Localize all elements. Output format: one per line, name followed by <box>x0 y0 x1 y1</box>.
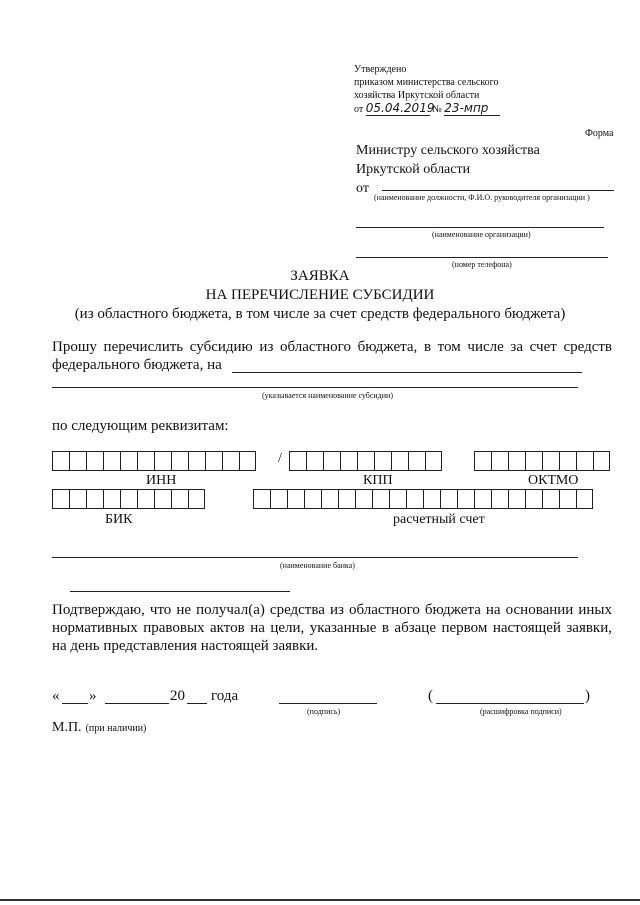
digit-cell[interactable] <box>188 451 205 471</box>
digit-cell[interactable] <box>171 451 188 471</box>
digit-cell[interactable] <box>86 451 103 471</box>
digit-cell[interactable] <box>137 451 154 471</box>
bik-grid[interactable] <box>52 489 205 509</box>
requisites-intro: по следующим реквизитам: <box>52 418 229 434</box>
digit-cell[interactable] <box>508 451 525 471</box>
addressee-caption-org: (наименование организации) <box>432 230 531 239</box>
confirmation-top-line <box>70 591 290 592</box>
bank-caption: (наименование банка) <box>280 561 355 570</box>
digit-cell[interactable] <box>154 451 171 471</box>
digit-cell[interactable] <box>289 451 306 471</box>
digit-cell[interactable] <box>52 489 69 509</box>
digit-cell[interactable] <box>154 489 171 509</box>
stamp-note: (при наличии) <box>85 723 147 734</box>
date-quote-close: » <box>89 688 97 704</box>
account-grid[interactable] <box>253 489 593 509</box>
digit-cell[interactable] <box>103 489 120 509</box>
approval-num-value: 23-мпр <box>444 102 500 116</box>
digit-cell[interactable] <box>340 451 357 471</box>
addressee-org-line <box>356 227 604 228</box>
digit-cell[interactable] <box>304 489 321 509</box>
stamp-label: М.П. <box>52 720 82 735</box>
bank-name-line <box>52 557 578 558</box>
digit-cell[interactable] <box>52 451 69 471</box>
digit-cell[interactable] <box>103 451 120 471</box>
confirmation-line-2: нормативных правовых актов на цели, указанные в абзаце первом настоящей заявки, <box>52 620 612 636</box>
decode-caption: (расшифровка подписи) <box>480 707 562 716</box>
digit-cell[interactable] <box>270 489 287 509</box>
signature-line[interactable] <box>279 703 377 704</box>
digit-cell[interactable] <box>287 489 304 509</box>
document-title <box>0 267 640 324</box>
addressee-from: от <box>356 181 369 196</box>
digit-cell[interactable] <box>120 489 137 509</box>
digit-cell[interactable] <box>423 489 440 509</box>
digit-cell[interactable] <box>253 489 270 509</box>
digit-cell[interactable] <box>508 489 525 509</box>
request-caption-subsidy: (указывается наименование субсидии) <box>262 391 393 400</box>
approval-date-line <box>354 102 500 116</box>
decode-paren-close: ) <box>585 688 590 704</box>
request-line-1: Прошу перечислить субсидию из областного бюджета, в том числе за счет средств <box>52 339 612 355</box>
addressee-position-line <box>382 190 614 191</box>
digit-cell[interactable] <box>408 451 425 471</box>
digit-cell[interactable] <box>86 489 103 509</box>
date-year-prefix: 20 <box>170 688 185 704</box>
digit-cell[interactable] <box>391 451 408 471</box>
request-subsidy-line-1 <box>232 372 582 373</box>
digit-cell[interactable] <box>389 489 406 509</box>
digit-cell[interactable] <box>474 489 491 509</box>
inn-grid[interactable] <box>52 451 256 471</box>
title-line-1: ЗАЯВКА <box>290 268 350 284</box>
request-subsidy-line-2 <box>52 387 578 388</box>
oktmo-grid[interactable] <box>474 451 610 471</box>
digit-cell[interactable] <box>559 451 576 471</box>
approval-num-prefix: № <box>432 104 442 115</box>
digit-cell[interactable] <box>323 451 340 471</box>
digit-cell[interactable] <box>69 489 86 509</box>
digit-cell[interactable] <box>525 451 542 471</box>
digit-cell[interactable] <box>222 451 239 471</box>
approval-block <box>354 63 500 116</box>
digit-cell[interactable] <box>576 489 593 509</box>
digit-cell[interactable] <box>374 451 391 471</box>
date-month-line[interactable] <box>105 703 169 704</box>
page-bottom-edge <box>0 899 640 901</box>
confirmation-line-3: на день представления настоящей заявки. <box>52 638 319 654</box>
date-year-line[interactable] <box>187 703 207 704</box>
digit-cell[interactable] <box>120 451 137 471</box>
digit-cell[interactable] <box>542 451 559 471</box>
digit-cell[interactable] <box>593 451 610 471</box>
digit-cell[interactable] <box>188 489 205 509</box>
addressee-line-1: Министру сельского хозяйства <box>356 143 540 158</box>
request-line-2: федерального бюджета, на <box>52 357 222 373</box>
title-line-2: НА ПЕРЕЧИСЛЕНИЕ СУБСИДИИ <box>205 287 435 303</box>
addressee-phone-line <box>356 257 608 258</box>
digit-cell[interactable] <box>357 451 374 471</box>
stamp-block <box>52 718 146 736</box>
digit-cell[interactable] <box>440 489 457 509</box>
digit-cell[interactable] <box>171 489 188 509</box>
decode-paren-open: ( <box>428 688 433 704</box>
digit-cell[interactable] <box>576 451 593 471</box>
digit-cell[interactable] <box>457 489 474 509</box>
account-label: расчетный счет <box>393 512 485 527</box>
addressee-caption-position: (наименование должности, Ф.И.О. руководителя организации ) <box>374 193 590 202</box>
kpp-label: КПП <box>363 473 393 488</box>
digit-cell[interactable] <box>406 489 423 509</box>
date-year-suffix: года <box>211 688 239 704</box>
digit-cell[interactable] <box>137 489 154 509</box>
digit-cell[interactable] <box>474 451 491 471</box>
digit-cell[interactable] <box>355 489 372 509</box>
date-quote-open: « <box>52 688 60 704</box>
digit-cell[interactable] <box>542 489 559 509</box>
confirmation-line-1: Подтверждаю, что не получал(а) средства из областного бюджета на основании иных <box>52 602 612 618</box>
digit-cell[interactable] <box>205 451 222 471</box>
digit-cell[interactable] <box>69 451 86 471</box>
decode-line[interactable] <box>436 703 584 704</box>
approval-line-3: хозяйства Иркутской области <box>354 90 480 101</box>
digit-cell[interactable] <box>321 489 338 509</box>
digit-cell[interactable] <box>425 451 442 471</box>
date-day-line[interactable] <box>62 703 88 704</box>
digit-cell[interactable] <box>372 489 389 509</box>
digit-cell[interactable] <box>525 489 542 509</box>
digit-cell[interactable] <box>239 451 256 471</box>
oktmo-label: ОКТМО <box>528 473 579 488</box>
approval-line-1: Утверждено <box>354 64 407 75</box>
digit-cell[interactable] <box>491 489 508 509</box>
title-line-3: (из областного бюджета, в том числе за счет средств федерального бюджета) <box>74 306 566 322</box>
approval-line-2: приказом министерства сельского <box>354 77 499 88</box>
inn-label: ИНН <box>146 473 177 488</box>
digit-cell[interactable] <box>559 489 576 509</box>
form-label: Форма <box>585 128 614 139</box>
digit-cell[interactable] <box>491 451 508 471</box>
signature-caption: (подпись) <box>307 707 341 716</box>
addressee-line-2: Иркутской области <box>356 162 471 177</box>
approval-date-value: 05.04.2019 <box>365 101 435 115</box>
request-paragraph <box>52 338 612 374</box>
approval-date-prefix: от <box>354 104 364 115</box>
inn-kpp-slash: / <box>278 451 282 466</box>
digit-cell[interactable] <box>338 489 355 509</box>
kpp-grid[interactable] <box>289 451 442 471</box>
digit-cell[interactable] <box>306 451 323 471</box>
confirmation-paragraph <box>52 601 612 655</box>
bik-label: БИК <box>105 512 133 527</box>
addressee-caption-phone: (номер телефона) <box>452 260 512 269</box>
